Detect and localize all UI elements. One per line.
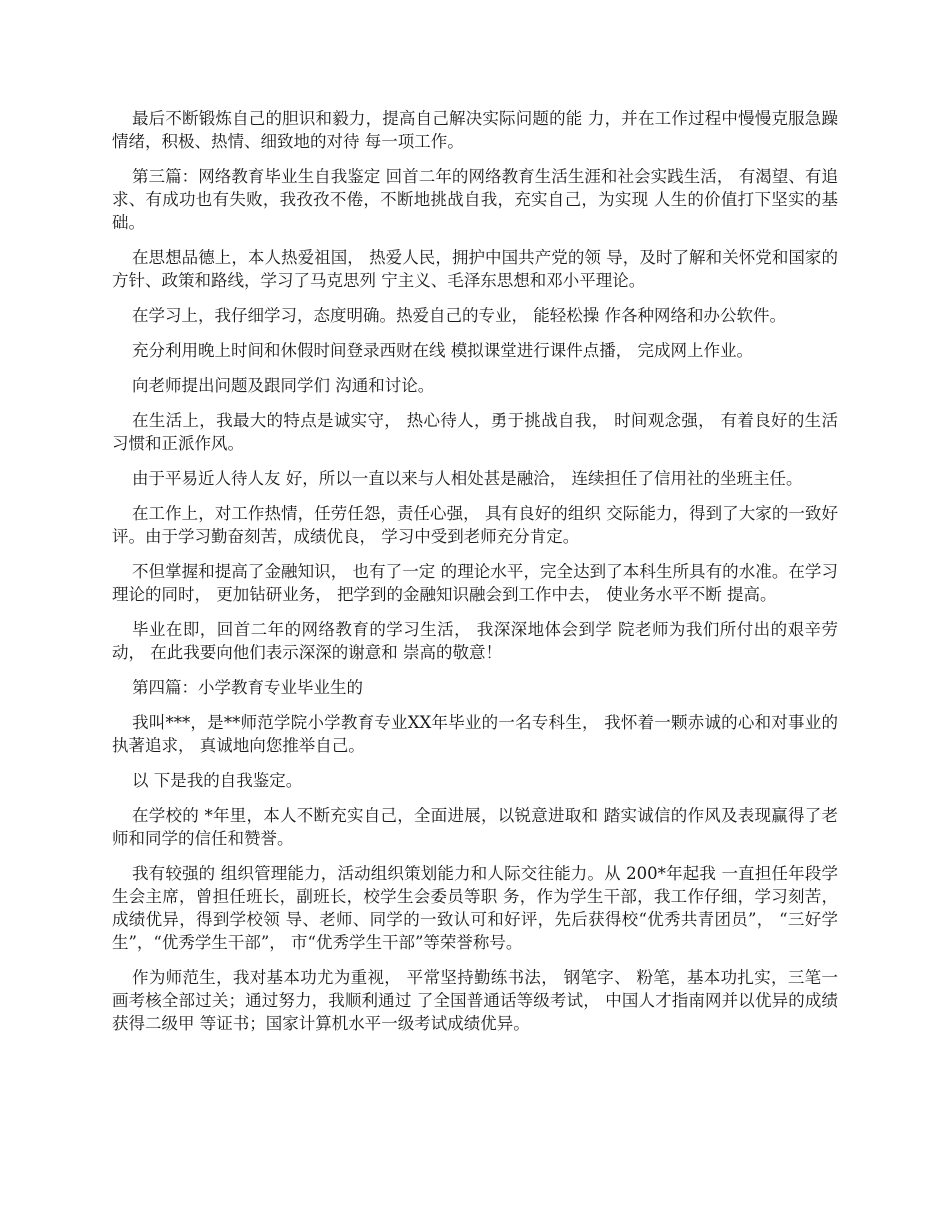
paragraph: 不但掌握和提高了金融知识， 也有了一定 的理论水平，完全达到了本科生所具有的水准。在学习理论的同时， 更加钻研业务， 把学到的金融知识融会到工作中去， 使业务水平不断 提高。 xyxy=(112,562,838,604)
paragraph: 在工作上，对工作热情，任劳任怨，责任心强， 具有良好的组织 交际能力，得到了大家的一致好评。由于学习勤奋刻苦，成绩优良， 学习中受到老师充分肯定。 xyxy=(112,504,838,546)
paragraph: 我有较强的 组织管理能力，活动组织策划能力和人际交往能力。从 200*年起我 一直担任年段学生会主席，曾担任班长，副班长，校学生会委员等职 务，作为学生干部，我工作仔细，学习刻苦，成绩优异，得到学校领 导、老师、同学的一致认可和好评，先后获得校“优秀共青团员”， “三好学生”，“优秀学生干部”， 市“优秀学生干部”等荣誉称号。 xyxy=(112,864,838,952)
paragraph: 作为师范生，我对基本功尤为重视， 平常坚持勤练书法， 钢笔字、 粉笔，基本功扎实，三笔一画考核全部过关；通过努力，我顺利通过 了全国普通话等级考试， 中国人才指南网并以优异的成绩获得二级甲 等证书；国家计算机水平一级考试成绩优异。 xyxy=(112,968,838,1033)
paragraph: 充分利用晚上时间和休假时间登录西财在线 模拟课堂进行课件点播， 完成网上作业。 xyxy=(132,341,753,360)
paragraph: 在学习上，我仔细学习，态度明确。热爱自己的专业， 能轻松操 作各种网络和办公软件。 xyxy=(132,306,786,325)
paragraph: 由于平易近人待人友 好，所以一直以来与人相处甚是融洽， 连续担任了信用社的坐班主任。 xyxy=(132,469,803,488)
paragraph: 最后不断锻炼自己的胆识和毅力，提高自己解决实际问题的能 力，并在工作过程中慢慢克服急躁情绪，积极、热情、细致地的对待 每一项工作。 xyxy=(112,109,838,151)
paragraph: 我叫***，是**师范学院小学教育专业XX年毕业的一名专科生， 我怀着一颗赤诚的心和对事业的执著追求， 真诚地向您推举自己。 xyxy=(112,713,838,755)
paragraph: 向老师提出问题及跟同学们 沟通和讨论。 xyxy=(132,376,435,395)
paragraph: 在思想品德上，本人热爱祖国， 热爱人民，拥护中国共产党的领 导，及时了解和关怀党和国家的方针、政策和路线，学习了马克思列 宁主义、毛泽东思想和邓小平理论。 xyxy=(112,248,838,290)
paragraph: 毕业在即，回首二年的网络教育的学习生活， 我深深地体会到学 院老师为我们所付出的艰辛劳动， 在此我要向他们表示深深的谢意和 崇高的敬意！ xyxy=(112,620,838,662)
section-heading: 第四篇：小学教育专业毕业生的 xyxy=(132,678,363,697)
document-page xyxy=(112,107,838,1047)
paragraph: 以 下是我的自我鉴定。 xyxy=(132,771,303,790)
paragraph: 在生活上，我最大的特点是诚实守， 热心待人，勇于挑战自我， 时间观念强， 有着良好的生活习惯和正派作风。 xyxy=(112,411,838,453)
paragraph: 第三篇：网络教育毕业生自我鉴定 回首二年的网络教育生活生涯和社会实践生活， 有渴望、有追求、有成功也有失败，我孜孜不倦，不断地挑战自我，充实自己，为实现 人生的价值打下坚实的基础。 xyxy=(112,167,838,232)
paragraph: 在学校的 *年里，本人不断充实自己，全面进展，以锐意进取和 踏实诚信的作风及表现赢得了老师和同学的信任和赞誉。 xyxy=(112,806,838,848)
